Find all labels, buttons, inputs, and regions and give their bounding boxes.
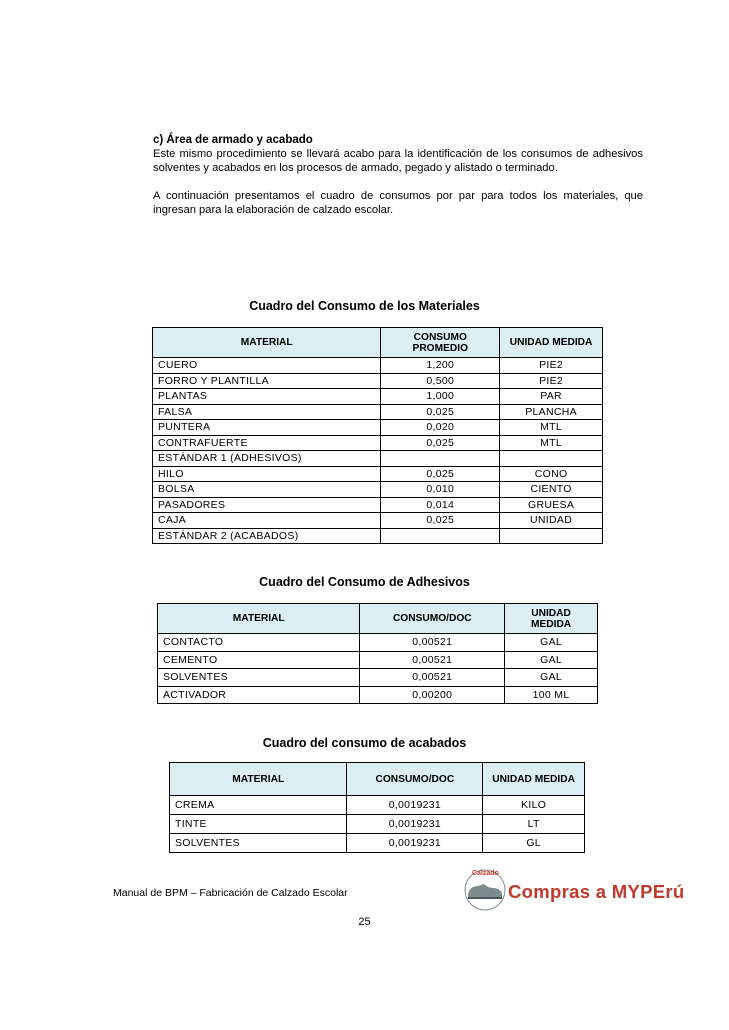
material-cell: CREMA bbox=[170, 796, 347, 815]
consumo-cell: 0,0019231 bbox=[347, 796, 483, 815]
material-cell: PASADORES bbox=[153, 497, 381, 513]
material-cell: ESTÁNDAR 1 (ADHESIVOS) bbox=[153, 451, 381, 467]
material-cell: PLANTAS bbox=[153, 389, 381, 405]
material-cell: TINTE bbox=[170, 815, 347, 834]
consumo-cell: 0,00521 bbox=[360, 634, 505, 652]
table2-caption: Cuadro del Consumo de Adhesivos bbox=[259, 575, 470, 589]
unidad-cell: LT bbox=[483, 815, 585, 834]
section-armado-acabado bbox=[153, 133, 643, 217]
unidad-cell bbox=[500, 528, 603, 544]
logo-text: Compras a MYPErú bbox=[508, 881, 685, 902]
material-cell: CUERO bbox=[153, 358, 381, 374]
table1-caption: Cuadro del Consumo de los Materiales bbox=[249, 299, 480, 313]
consumo-cell: 0,025 bbox=[381, 513, 500, 529]
header-material: MATERIAL bbox=[153, 328, 381, 358]
material-cell: ESTÁNDAR 2 (ACABADOS) bbox=[153, 528, 381, 544]
material-cell: CONTACTO bbox=[158, 634, 360, 652]
table1-body bbox=[153, 358, 603, 544]
material-cell: FALSA bbox=[153, 404, 381, 420]
unidad-cell: GAL bbox=[505, 669, 598, 687]
consumo-cell: 1,000 bbox=[381, 389, 500, 405]
unidad-cell: UNIDAD bbox=[500, 513, 603, 529]
table-row bbox=[153, 497, 603, 513]
table-row bbox=[153, 513, 603, 529]
consumo-cell: 0,025 bbox=[381, 466, 500, 482]
header-unidad-medida: UNIDAD MEDIDA bbox=[500, 328, 603, 358]
section-title: c) Área de armado y acabado bbox=[153, 134, 313, 146]
table-row bbox=[158, 686, 598, 704]
consumo-cell: 0,00521 bbox=[360, 651, 505, 669]
consumo-cell: 0,025 bbox=[381, 435, 500, 451]
header-material: MATERIAL bbox=[170, 763, 347, 796]
unidad-cell: 100 ML bbox=[505, 686, 598, 704]
table-row bbox=[170, 815, 585, 834]
material-cell: FORRO Y PLANTILLA bbox=[153, 373, 381, 389]
consumo-cell: 0,0019231 bbox=[347, 834, 483, 853]
table-row bbox=[158, 669, 598, 687]
material-cell: SOLVENTES bbox=[170, 834, 347, 853]
unidad-cell: GAL bbox=[505, 634, 598, 652]
header-consumo-promedio: CONSUMO PROMEDIO bbox=[381, 328, 500, 358]
unidad-cell: PLANCHA bbox=[500, 404, 603, 420]
table-header-row bbox=[170, 763, 585, 796]
consumo-cell: 0,0019231 bbox=[347, 815, 483, 834]
material-cell: SOLVENTES bbox=[158, 669, 360, 687]
consumo-cell: 0,00200 bbox=[360, 686, 505, 704]
table-row bbox=[158, 634, 598, 652]
material-cell: CAJA bbox=[153, 513, 381, 529]
table2-body bbox=[158, 634, 598, 704]
table-row bbox=[153, 451, 603, 467]
material-cell: CONTRAFUERTE bbox=[153, 435, 381, 451]
compras-a-mypperu-logo bbox=[458, 866, 685, 912]
table3-body bbox=[170, 796, 585, 853]
material-cell: HILO bbox=[153, 466, 381, 482]
table-row bbox=[170, 796, 585, 815]
page-number: 25 bbox=[358, 916, 371, 928]
consumo-cell: 1,200 bbox=[381, 358, 500, 374]
header-unidad-medida: UNIDAD MEDIDA bbox=[505, 604, 598, 634]
consumo-cell: 0,010 bbox=[381, 482, 500, 498]
table-consumo-acabados bbox=[169, 762, 585, 853]
unidad-cell: GAL bbox=[505, 651, 598, 669]
paragraph-cuadro-consumos: A continuación presentamos el cuadro de consumos por par para todos los materiales, que ingresan para la elaboración de calzado escolar. bbox=[153, 190, 643, 216]
header-consumo-doc: CONSUMO/DOC bbox=[347, 763, 483, 796]
unidad-cell: GRUESA bbox=[500, 497, 603, 513]
table-consumo-adhesivos bbox=[157, 603, 598, 704]
table-header-row bbox=[158, 604, 598, 634]
unidad-cell bbox=[500, 451, 603, 467]
material-cell: BOLSA bbox=[153, 482, 381, 498]
table-row bbox=[153, 373, 603, 389]
material-cell: CEMENTO bbox=[158, 651, 360, 669]
unidad-cell: GL bbox=[483, 834, 585, 853]
consumo-cell: 0,025 bbox=[381, 404, 500, 420]
unidad-cell: PIE2 bbox=[500, 358, 603, 374]
unidad-cell: MTL bbox=[500, 420, 603, 436]
table-row bbox=[153, 404, 603, 420]
table-row bbox=[153, 358, 603, 374]
unidad-cell: CONO bbox=[500, 466, 603, 482]
unidad-cell: PIE2 bbox=[500, 373, 603, 389]
paragraph-procedimiento: Este mismo procedimiento se llevará acabo para la identificación de los consumos de adhesivos solventes y acabados en los procesos de armado, pegado y alistado o terminado. bbox=[153, 148, 643, 174]
unidad-cell: KILO bbox=[483, 796, 585, 815]
header-material: MATERIAL bbox=[158, 604, 360, 634]
logo-small-text: Calzado bbox=[472, 870, 499, 877]
material-cell: ACTIVADOR bbox=[158, 686, 360, 704]
table3-caption: Cuadro del consumo de acabados bbox=[262, 736, 467, 750]
table-row bbox=[158, 651, 598, 669]
table-row bbox=[153, 482, 603, 498]
unidad-cell: CIENTO bbox=[500, 482, 603, 498]
table-header-row bbox=[153, 328, 603, 358]
unidad-cell: PAR bbox=[500, 389, 603, 405]
table-row bbox=[170, 834, 585, 853]
material-cell: PUNTERA bbox=[153, 420, 381, 436]
consumo-cell: 0,00521 bbox=[360, 669, 505, 687]
unidad-cell: MTL bbox=[500, 435, 603, 451]
header-consumo-doc: CONSUMO/DOC bbox=[360, 604, 505, 634]
table-row bbox=[153, 528, 603, 544]
table-row bbox=[153, 466, 603, 482]
consumo-cell bbox=[381, 528, 500, 544]
consumo-cell: 0,020 bbox=[381, 420, 500, 436]
table-row bbox=[153, 389, 603, 405]
header-unidad-medida: UNIDAD MEDIDA bbox=[483, 763, 585, 796]
consumo-cell: 0,500 bbox=[381, 373, 500, 389]
consumo-cell: 0,014 bbox=[381, 497, 500, 513]
table-consumo-materiales bbox=[152, 327, 603, 544]
footer-text: Manual de BPM – Fabricación de Calzado Escolar bbox=[113, 887, 348, 899]
table-row bbox=[153, 435, 603, 451]
consumo-cell bbox=[381, 451, 500, 467]
table-row bbox=[153, 420, 603, 436]
